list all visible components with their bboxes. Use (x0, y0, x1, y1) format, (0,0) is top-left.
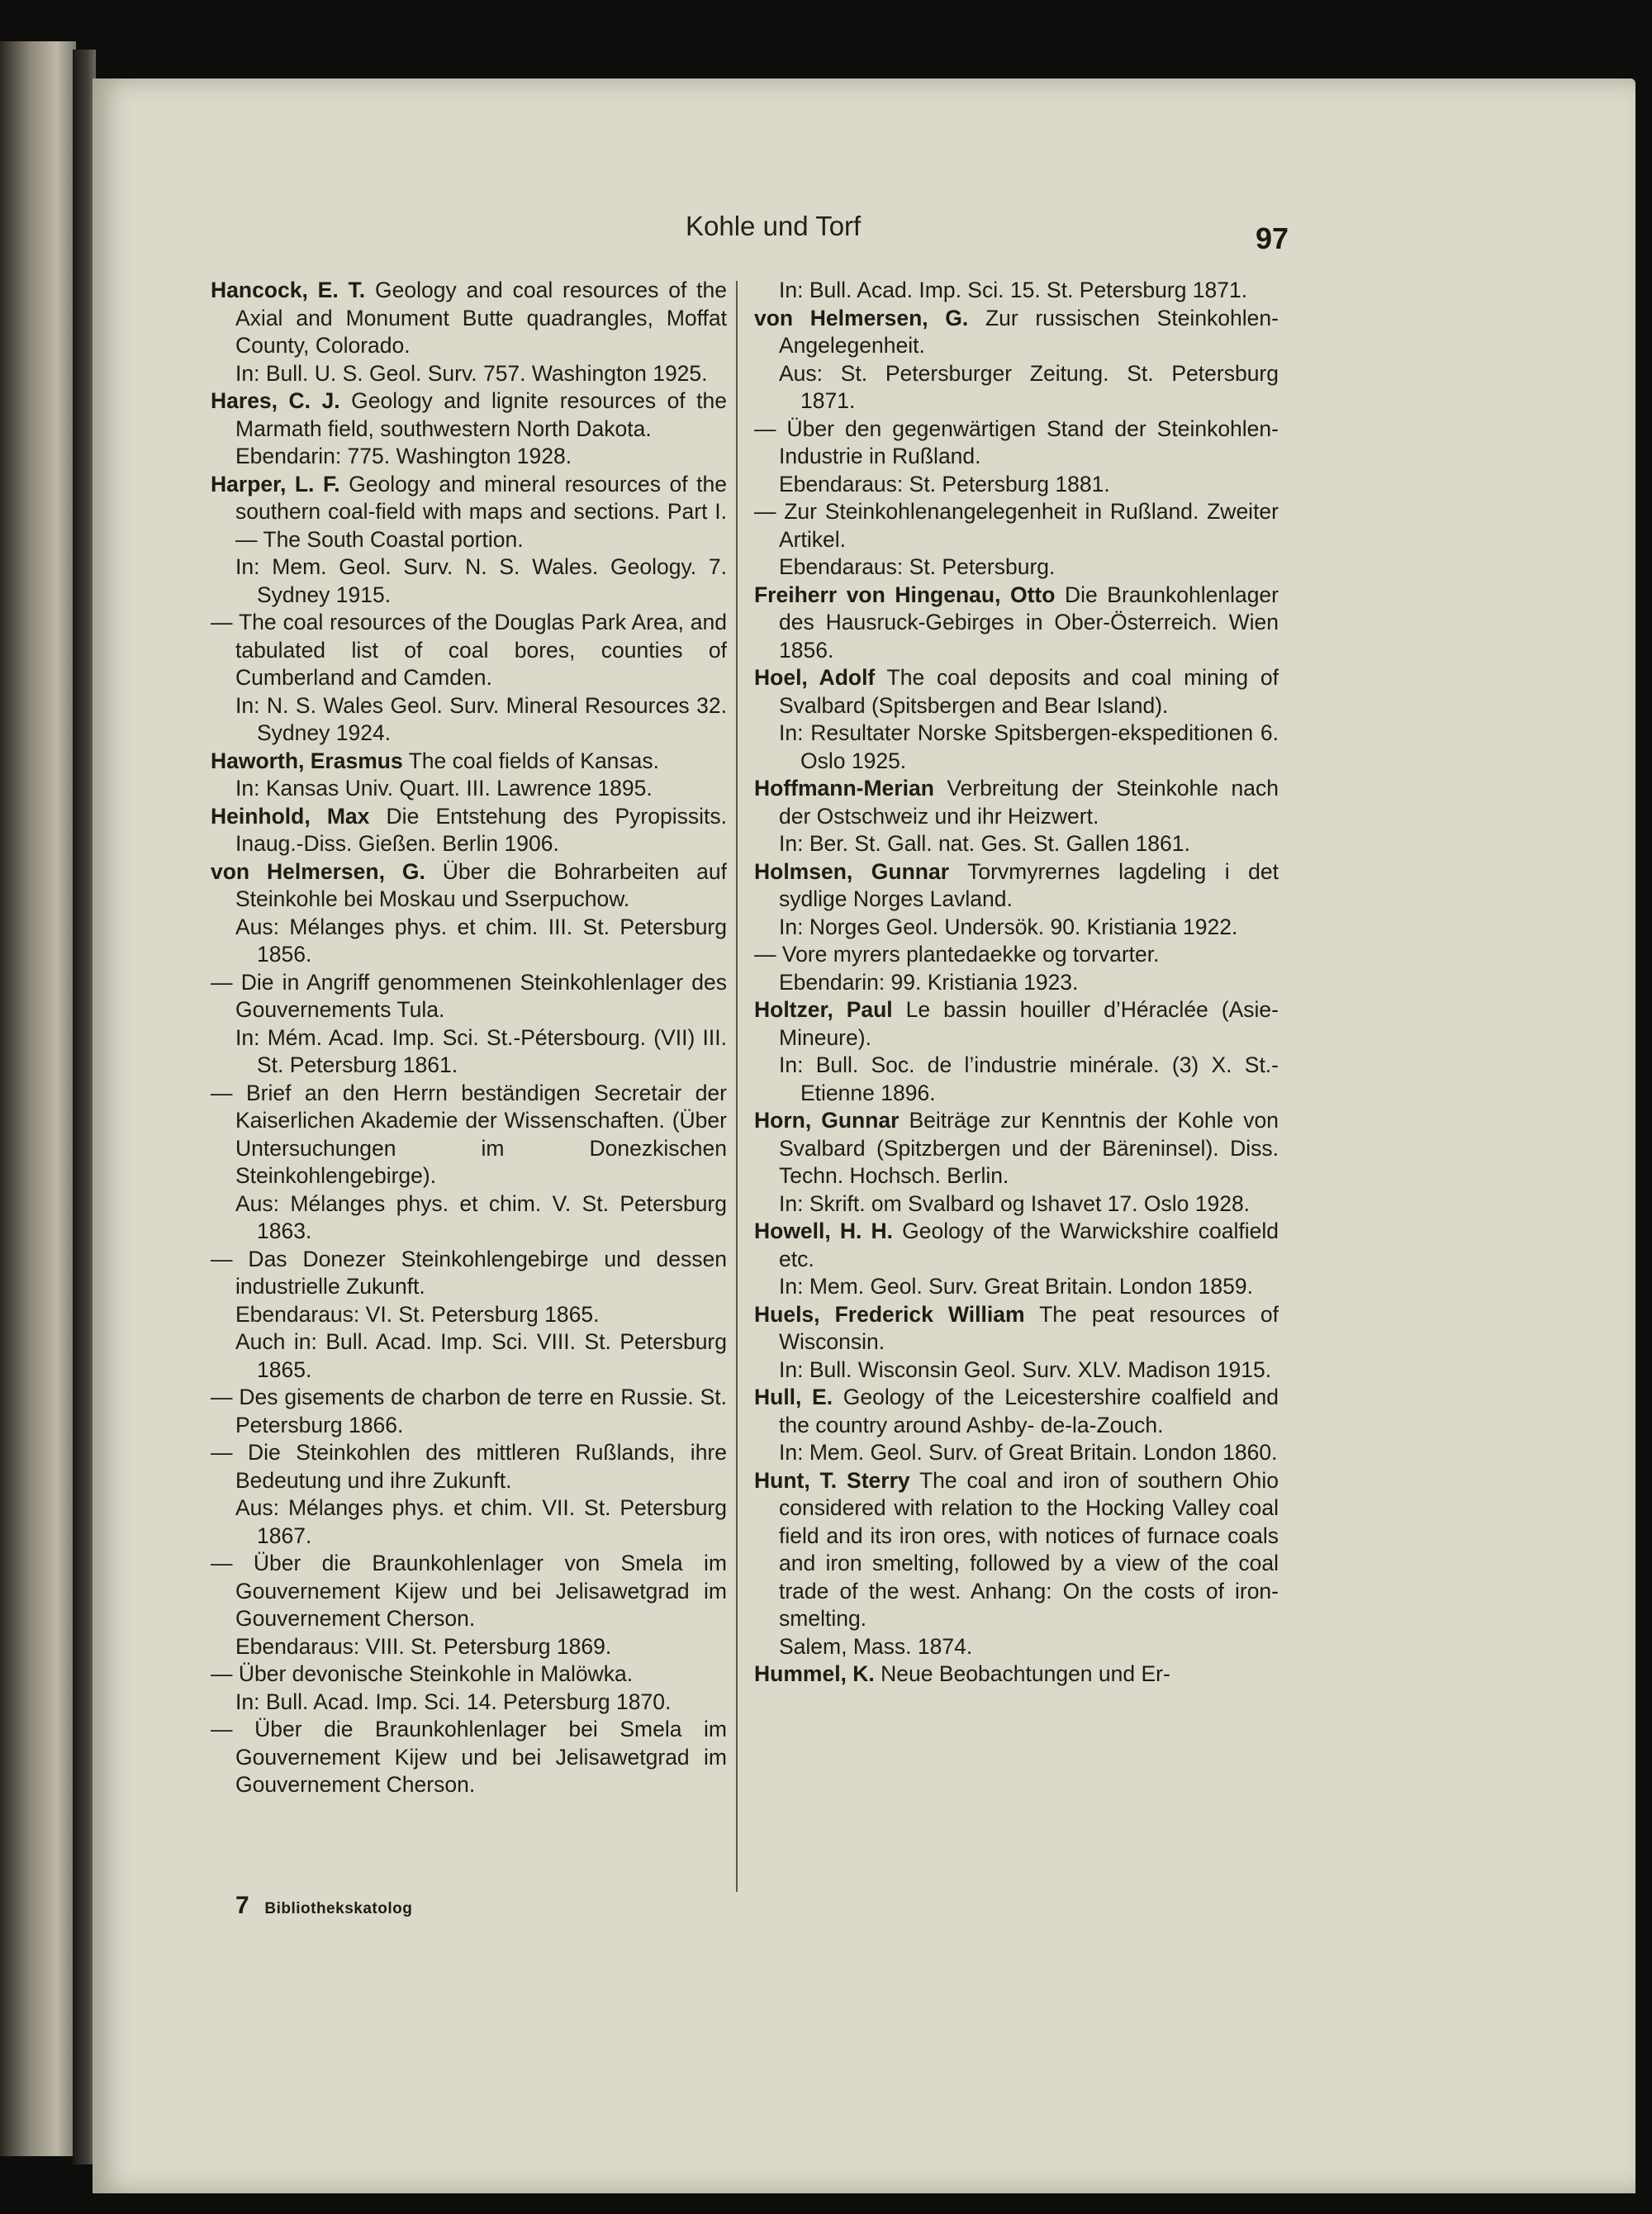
bibliography-entry (754, 416, 1279, 499)
entry-source: Ebendaraus: VIII. St. Petersburg 1869. (235, 1633, 612, 1659)
entry-source: In: Mém. Acad. Imp. Sci. St.-Pétersbourg. (VII) III. St. Petersburg 1861. (235, 1024, 727, 1077)
entry-title: — The coal resources of the Douglas Park Area, and tabulated list of coal bores, counties of Cumberland and Camden. (211, 610, 727, 690)
bibliography-entry (754, 498, 1279, 582)
entry-source: In: N. S. Wales Geol. Surv. Mineral Resources 32. Sydney 1924. (235, 692, 727, 745)
entry-main-line (754, 1660, 1279, 1689)
entry-author: Haworth, Erasmus (211, 748, 403, 773)
entry-main-line (211, 609, 727, 692)
entry-title: — Zur Steinkohlenangelegenheit in Rußland. Zweiter Artikel. (754, 499, 1279, 552)
bibliography-entry (211, 1550, 727, 1660)
entry-source: In: Bull. U. S. Geol. Surv. 757. Washington 1925. (235, 360, 708, 386)
entry-source: Aus: Mélanges phys. et chim. III. St. Petersburg 1856. (235, 914, 727, 967)
entry-source: In: Ber. St. Gall. nat. Ges. St. Gallen 1861. (779, 831, 1190, 856)
entry-title: Geology and mineral resources of the southern coal-field with maps and sections. Part I. — The South Coastal portion. (235, 471, 727, 552)
entry-source: In: Bull. Soc. de l’industrie minérale. (3) X. St.-Etienne 1896. (779, 1052, 1279, 1105)
entry-source: Aus: Mélanges phys. et chim. V. St. Petersburg 1863. (235, 1190, 727, 1243)
entry-source: In: Bull. Wisconsin Geol. Surv. XLV. Madison 1915. (779, 1356, 1272, 1382)
entry-source: In: Bull. Acad. Imp. Sci. 14. Petersburg 1870. (235, 1689, 672, 1714)
entry-title: The peat resources of Wisconsin. (779, 1301, 1279, 1354)
left-page-edge (0, 41, 76, 2156)
bibliography-entry (211, 1439, 727, 1550)
entry-main-line (754, 858, 1279, 914)
entry-source: Aus: St. Petersburger Zeitung. St. Petersburg 1871. (779, 360, 1279, 413)
bibliography-entry (754, 775, 1279, 858)
entry-source: Auch in: Bull. Acad. Imp. Sci. VIII. St. Petersburg 1865. (235, 1329, 727, 1382)
bibliography-entry (211, 1080, 727, 1246)
entry-title: The coal fields of Kansas. (408, 748, 660, 773)
entry-author: Freiherr von Hingenau, Otto (754, 582, 1056, 607)
entry-main-line (211, 1660, 727, 1689)
entry-source: Ebendarin: 775. Washington 1928. (235, 444, 572, 468)
entry-main-line (754, 664, 1279, 720)
entry-title: — Die in Angriff genommenen Steinkohlenlager des Gouvernements Tula. (211, 969, 727, 1022)
entry-author: Horn, Gunnar (754, 1108, 900, 1133)
bibliography-entry (211, 1384, 727, 1439)
entry-main-line (211, 1384, 727, 1439)
entry-main-line (211, 1716, 727, 1799)
entry-title: Torvmyrernes lagdeling i det sydlige Norges Lavland. (779, 858, 1279, 911)
signature-label: Bibliothekskatolog (264, 1900, 413, 1917)
entry-author: Holtzer, Paul (754, 997, 893, 1022)
entry-title: Geology of the Warwickshire coalfield etc. (779, 1219, 1279, 1271)
entry-title: Verbreitung der Steinkohle nach der Ostschweiz und ihr Heizwert. (779, 776, 1279, 829)
entry-title: Die Entstehung des Pyropissits. Inaug.-Diss. Gießen. Berlin 1906. (235, 803, 727, 856)
entry-main-line (754, 1384, 1279, 1439)
entry-source: In: Mem. Geol. Surv. N. S. Wales. Geology. 7. Sydney 1915. (235, 554, 727, 607)
entry-title: — Über die Braunkohlenlager von Smela im Gouvernement Kijew und bei Jelisawetgrad im Gouvernement Cherson. (211, 1551, 727, 1631)
entry-title: Beiträge zur Kenntnis der Kohle von Svalbard (Spitzbergen und der Bäreninsel). Diss. Techn. Hochsch. Berlin. (779, 1108, 1279, 1188)
entry-title: — Über den gegenwärtigen Stand der Steinkohlen-Industrie in Rußland. (754, 416, 1279, 468)
entry-title: Geology and coal resources of the Axial and Monument Butte quadrangles, Moffat County, Colorado. (235, 278, 727, 358)
bibliography-entry (754, 1301, 1279, 1385)
entry-main-line (754, 996, 1279, 1052)
entry-title: Geology of the Leicestershire coalfield and the country around Ashby- de-la-Zouch. (779, 1385, 1279, 1437)
column-rule (736, 281, 738, 1892)
entry-main-line (754, 1301, 1279, 1356)
entry-source: Ebendarin: 99. Kristiania 1923. (779, 969, 1079, 995)
bibliography-entry (211, 471, 727, 610)
entry-main-line (211, 858, 727, 914)
bibliography-entry (754, 1467, 1279, 1661)
signature-mark (235, 1892, 412, 1920)
entry-title: — Die Steinkohlen des mittleren Rußlands, ihre Bedeutung und ihre Zukunft. (211, 1440, 727, 1493)
entry-main-line (211, 1246, 727, 1301)
entry-main-line (754, 498, 1279, 554)
entry-main-line (754, 305, 1279, 360)
entry-title: Die Braunkohlenlager des Hausruck-Gebirges in Ober-Österreich. Wien 1856. (779, 582, 1279, 663)
entry-main-line (754, 582, 1279, 665)
entry-source: In: Kansas Univ. Quart. III. Lawrence 1895. (235, 776, 653, 801)
entry-title: Neue Beobachtungen und Er- (881, 1661, 1170, 1686)
bibliography-entry (754, 1384, 1279, 1467)
entry-author: Holmsen, Gunnar (754, 858, 950, 884)
entry-title: — Über devonische Steinkohle in Malöwka. (211, 1661, 634, 1686)
bibliography-entry (754, 305, 1279, 416)
bibliography-entry (211, 609, 727, 748)
entry-author: Howell, H. H. (754, 1219, 893, 1243)
entry-author: Hancock, E. T. (211, 278, 366, 302)
entry-author: Hoel, Adolf (754, 665, 876, 690)
running-head: Kohle und Torf (686, 211, 862, 241)
left-column (211, 277, 727, 1799)
entry-title: Zur russischen Steinkohlen-Angelegenheit. (779, 305, 1279, 358)
entry-main-line (754, 1467, 1279, 1633)
entry-author: Hull, E. (754, 1385, 833, 1409)
entry-source: In: Norges Geol. Undersök. 90. Kristiania 1922. (779, 914, 1238, 939)
bibliography-entry (754, 1218, 1279, 1301)
entry-author: von Helmersen, G. (754, 305, 969, 330)
entry-source: Ebendaraus: St. Petersburg 1881. (779, 471, 1110, 496)
bibliography-entry (754, 1107, 1279, 1218)
entry-title: — Des gisements de charbon de terre en Russie. St. Petersburg 1866. (211, 1385, 727, 1437)
bibliography-entry (211, 387, 727, 471)
entry-source: In: Mem. Geol. Surv. Great Britain. London 1859. (779, 1274, 1253, 1299)
entry-main-line (754, 416, 1279, 471)
bibliography-entry (211, 1716, 727, 1799)
entry-title: Le bassin houiller d’Héraclée (Asie-Mineure). (779, 997, 1279, 1050)
entry-author: Hunt, T. Sterry (754, 1467, 910, 1493)
bibliography-entry (754, 941, 1279, 996)
entry-main-line (211, 387, 727, 443)
bibliography-entry (754, 996, 1279, 1107)
bibliography-entry (754, 582, 1279, 665)
entry-author: Harper, L. F. (211, 471, 340, 496)
entry-source: In: Resultater Norske Spitsbergen-ekspeditionen 6. Oslo 1925. (779, 720, 1279, 773)
bibliography-entry (211, 277, 727, 387)
entry-source: Salem, Mass. 1874. (779, 1633, 973, 1659)
entry-source: Ebendaraus: St. Petersburg. (779, 554, 1056, 579)
page-number: 97 (1256, 221, 1289, 255)
bibliography-entry (211, 969, 727, 1080)
entry-main-line (754, 775, 1279, 830)
bibliography-entry (754, 858, 1279, 942)
bibliography-entry (211, 803, 727, 858)
entry-main-line (211, 1550, 727, 1633)
entry-title: — Vore myrers plantedaekke og torvarter. (754, 942, 1160, 967)
entry-source: In: Bull. Acad. Imp. Sci. 15. St. Petersburg 1871. (779, 278, 1248, 302)
entry-title: The coal deposits and coal mining of Svalbard (Spitsbergen and Bear Island). (779, 665, 1279, 718)
entry-source: In: Skrift. om Svalbard og Ishavet 17. Oslo 1928. (779, 1190, 1251, 1216)
entry-title: — Über die Braunkohlenlager bei Smela im Gouvernement Kijew und bei Jelisawetgrad im Gouvernement Cherson. (211, 1717, 727, 1797)
entry-author: Hummel, K. (754, 1661, 875, 1686)
entry-title: — Brief an den Herrn beständigen Secretair der Kaiserlichen Akademie der Wissenschaften. (Über Untersuchungen im Donezkischen Steinkohlengebirge). (211, 1080, 727, 1188)
bibliography-entry (754, 664, 1279, 775)
entry-author: Heinhold, Max (211, 803, 370, 829)
entry-main-line (211, 471, 727, 554)
bibliography-entry (754, 277, 1279, 305)
entry-author: von Helmersen, G. (211, 858, 425, 884)
bibliography-entry (211, 858, 727, 969)
entry-main-line (211, 969, 727, 1024)
entry-author: Huels, Frederick William (754, 1301, 1025, 1327)
signature-number: 7 (235, 1892, 249, 1919)
entry-main-line (754, 1107, 1279, 1190)
entry-title: The coal and iron of southern Ohio considered with relation to the Hocking Valley coal field and its iron ores, with notices of furnace coals and iron smelting, followed by a view of the coal trade of the west. Anhang: On the costs of iron-smelting. (779, 1467, 1279, 1631)
entry-source: Ebendaraus: VI. St. Petersburg 1865. (235, 1301, 600, 1327)
entry-main-line (211, 1080, 727, 1190)
entry-main-line (211, 277, 727, 360)
entry-main-line (211, 803, 727, 858)
bibliography-entry (211, 1660, 727, 1716)
bibliography-entry (211, 748, 727, 803)
bibliography-entry (211, 1246, 727, 1385)
entry-main-line (754, 1218, 1279, 1273)
entry-author: Hares, C. J. (211, 388, 340, 413)
entry-title: Über die Bohrarbeiten auf Steinkohle bei Moskau und Sserpuchow. (235, 858, 727, 911)
entry-main-line (754, 941, 1279, 969)
entry-source: In: Mem. Geol. Surv. of Great Britain. London 1860. (779, 1440, 1278, 1465)
entry-title: — Das Donezer Steinkohlengebirge und dessen industrielle Zukunft. (211, 1246, 727, 1299)
right-column (754, 277, 1279, 1689)
entry-title: Geology and lignite resources of the Marmath field, southwestern North Dakota. (235, 388, 727, 441)
entry-main-line (211, 748, 727, 776)
entry-source: Aus: Mélanges phys. et chim. VII. St. Petersburg 1867. (235, 1495, 727, 1548)
entry-author: Hoffmann-Merian (754, 776, 934, 801)
entry-main-line (211, 1439, 727, 1494)
bibliography-entry (754, 1660, 1279, 1689)
